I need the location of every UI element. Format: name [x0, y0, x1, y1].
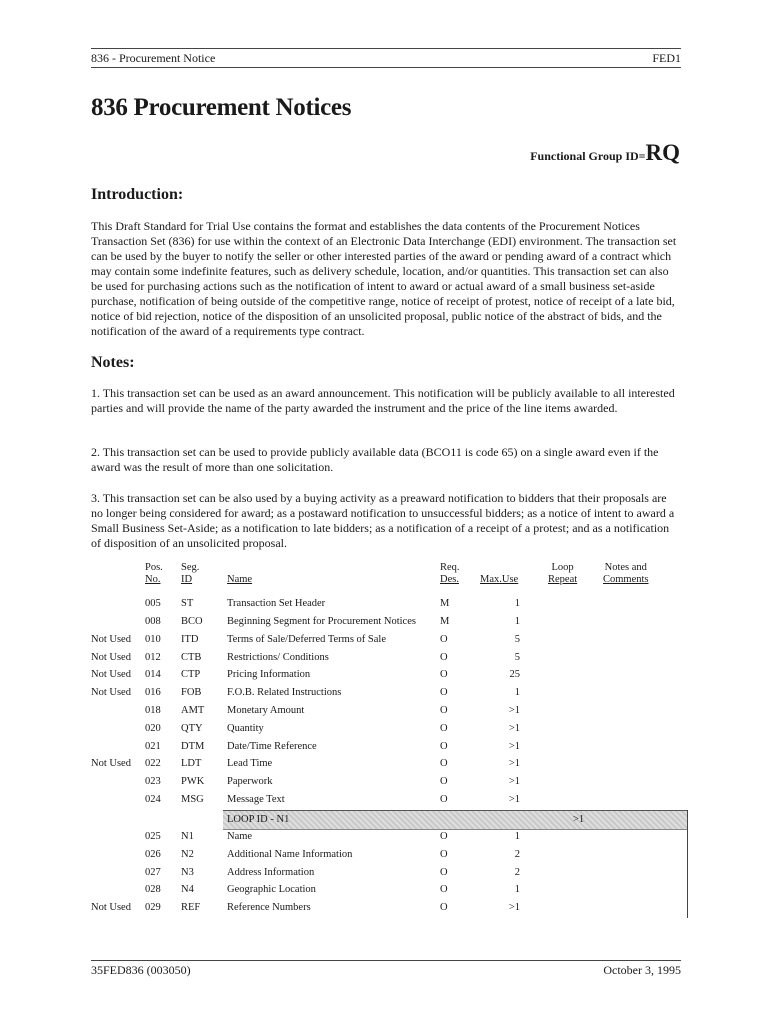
- row-name: Monetary Amount: [227, 705, 305, 716]
- header-max: [480, 574, 518, 586]
- row-status: Not Used: [91, 758, 131, 769]
- row-req: O: [440, 794, 448, 805]
- row-seg: CTB: [181, 652, 202, 663]
- row-name: Date/Time Reference: [227, 741, 317, 752]
- row-pos: 014: [145, 669, 161, 680]
- row-pos: 025: [145, 831, 161, 842]
- table-row: [0, 738, 770, 756]
- row-req: O: [440, 634, 448, 645]
- row-req: M: [440, 616, 450, 627]
- row-status: Not Used: [91, 687, 131, 698]
- row-max: 1: [514, 598, 520, 609]
- header-loop: [548, 562, 577, 586]
- row-seg: ITD: [181, 634, 199, 645]
- row-max: 1: [514, 687, 520, 698]
- row-name: Restrictions/ Conditions: [227, 652, 329, 663]
- header-pos-top: Pos.: [145, 562, 163, 573]
- footer-date: October 3, 1995: [603, 963, 681, 977]
- header-loop-bottom: Repeat: [548, 574, 578, 585]
- header-max-label: Max.Use: [480, 574, 519, 585]
- row-max: >1: [508, 705, 520, 716]
- row-seg: N3: [181, 867, 194, 878]
- header-pos: [145, 562, 163, 586]
- row-name: Name: [227, 831, 253, 842]
- row-name: Geographic Location: [227, 884, 316, 895]
- row-name: Transaction Set Header: [227, 598, 326, 609]
- table-row: [0, 666, 770, 684]
- table-row: [0, 720, 770, 738]
- row-max: >1: [508, 776, 520, 787]
- row-name: Address Information: [227, 867, 315, 878]
- introduction-heading: Introduction:: [91, 186, 184, 203]
- functional-group-value: RQ: [645, 140, 680, 165]
- row-max: >1: [508, 794, 520, 805]
- notes-heading: Notes:: [91, 354, 135, 371]
- loop-id: LOOP ID - N1: [227, 814, 290, 825]
- header-req: [440, 562, 460, 586]
- row-max: 2: [514, 849, 520, 860]
- row-status: Not Used: [91, 652, 131, 663]
- table-row: [0, 881, 770, 899]
- header-seg-bottom: ID: [181, 574, 193, 585]
- table-row: [0, 864, 770, 882]
- header-seg-top: Seg.: [181, 562, 200, 573]
- row-pos: 021: [145, 741, 161, 752]
- header-notes-bottom: Comments: [603, 574, 649, 585]
- row-name: Beginning Segment for Procurement Notices: [227, 616, 416, 627]
- row-name: Paperwork: [227, 776, 273, 787]
- row-req: O: [440, 867, 448, 878]
- row-status: Not Used: [91, 634, 131, 645]
- header-code: FED1: [652, 51, 681, 65]
- table-row: [0, 846, 770, 864]
- row-seg: LDT: [181, 758, 202, 769]
- row-status: Not Used: [91, 669, 131, 680]
- row-req: O: [440, 652, 448, 663]
- row-name: Terms of Sale/Deferred Terms of Sale: [227, 634, 386, 645]
- page-footer: [91, 960, 681, 977]
- row-seg: DTM: [181, 741, 205, 752]
- header-req-bottom: Des.: [440, 574, 459, 585]
- row-max: 2: [514, 867, 520, 878]
- row-seg: AMT: [181, 705, 205, 716]
- row-name: Pricing Information: [227, 669, 311, 680]
- row-req: O: [440, 705, 448, 716]
- header-req-top: Req.: [440, 562, 460, 573]
- introduction-text: This Draft Standard for Trial Use contains the format and establishes the data contents of the Procurement Notices Transaction Set (836) for use within the context of an Electronic Data Interchange (EDI) environment. The transaction set can be used by the buyer to notify the seller or other interested parties of the award or pending award of a contract which may contain some indefinite features, such as delivery schedule, location, and/or quantities. This transaction set can also be used for purchasing actions such as the notification of intent to award or actual award of a small business set-aside purchase, notification of being outside of the competitive range, notice of receipt of protest, notice of receipt of a late bid, notice of bid rejection, notice of the disposition of an unsolicited proposal, public notice of the abstract of bids, and the notification of the award of a requirements type contract.: [91, 219, 677, 338]
- row-pos: 010: [145, 634, 161, 645]
- row-pos: 024: [145, 794, 161, 805]
- row-pos: 026: [145, 849, 161, 860]
- header-seg: [181, 562, 199, 586]
- row-status: Not Used: [91, 902, 131, 913]
- row-req: O: [440, 849, 448, 860]
- row-max: 5: [514, 634, 520, 645]
- row-pos: 005: [145, 598, 161, 609]
- row-max: 25: [509, 669, 520, 680]
- header-name: [227, 574, 252, 586]
- table-row: [0, 899, 770, 917]
- table-row: [0, 791, 770, 809]
- functional-group-id: [530, 140, 680, 166]
- row-seg: PWK: [181, 776, 205, 787]
- table-row: [0, 773, 770, 791]
- row-seg: CTP: [181, 669, 201, 680]
- row-seg: REF: [181, 902, 201, 913]
- page-title: 836 Procurement Notices: [91, 94, 352, 121]
- header-loop-top: Loop: [551, 562, 574, 573]
- row-pos: 012: [145, 652, 161, 663]
- table-row: [0, 828, 770, 846]
- row-req: O: [440, 831, 448, 842]
- row-req: O: [440, 758, 448, 769]
- table-row: [0, 595, 770, 613]
- row-name: Message Text: [227, 794, 285, 805]
- row-seg: FOB: [181, 687, 202, 698]
- table-row: [0, 631, 770, 649]
- header-name-label: Name: [227, 574, 253, 585]
- row-seg: BCO: [181, 616, 203, 627]
- row-req: O: [440, 669, 448, 680]
- row-max: >1: [508, 723, 520, 734]
- row-req: O: [440, 687, 448, 698]
- row-pos: 027: [145, 867, 161, 878]
- row-req: O: [440, 902, 448, 913]
- row-req: M: [440, 598, 450, 609]
- row-req: O: [440, 776, 448, 787]
- row-max: >1: [508, 741, 520, 752]
- row-name: Reference Numbers: [227, 902, 311, 913]
- header-pos-bottom: No.: [145, 574, 161, 585]
- row-pos: 016: [145, 687, 161, 698]
- table-row: [0, 649, 770, 667]
- page-header: [91, 48, 681, 68]
- row-max: 5: [514, 652, 520, 663]
- row-seg: N4: [181, 884, 194, 895]
- header-notes-top: Notes and: [604, 562, 647, 573]
- row-name: Quantity: [227, 723, 264, 734]
- row-max: >1: [508, 902, 520, 913]
- table-row: [0, 684, 770, 702]
- footer-doc-id: 35FED836 (003050): [91, 963, 191, 977]
- row-seg: N2: [181, 849, 194, 860]
- table-row: [0, 702, 770, 720]
- row-pos: 018: [145, 705, 161, 716]
- row-req: O: [440, 741, 448, 752]
- header-title: 836 - Procurement Notice: [91, 51, 216, 65]
- row-pos: 022: [145, 758, 161, 769]
- row-seg: ST: [181, 598, 194, 609]
- row-pos: 020: [145, 723, 161, 734]
- row-pos: 008: [145, 616, 161, 627]
- table-row: [0, 755, 770, 773]
- row-pos: 023: [145, 776, 161, 787]
- row-seg: N1: [181, 831, 194, 842]
- row-req: O: [440, 884, 448, 895]
- note-item: 3. This transaction set can be also used by a buying activity as a preaward notification to bidders that their proposals are no longer being considered for award; as a postaward notification to unsuccessful bidders; as a notice of intent to award a Small Business Set-Aside; as a notification to late bidders; as a notification of a receipt of a protest; and as a notification of disposition of an unsolicited proposal.: [91, 491, 675, 550]
- row-max: 1: [514, 616, 520, 627]
- row-max: 1: [514, 884, 520, 895]
- row-req: O: [440, 723, 448, 734]
- row-pos: 028: [145, 884, 161, 895]
- row-name: Lead Time: [227, 758, 273, 769]
- row-name: F.O.B. Related Instructions: [227, 687, 342, 698]
- row-seg: QTY: [181, 723, 203, 734]
- row-seg: MSG: [181, 794, 204, 805]
- loop-n1-header: [223, 810, 688, 830]
- loop-repeat: >1: [573, 814, 585, 825]
- row-pos: 029: [145, 902, 161, 913]
- row-max: >1: [508, 758, 520, 769]
- row-name: Additional Name Information: [227, 849, 353, 860]
- functional-group-label: Functional Group ID=: [530, 149, 646, 163]
- table-row: [0, 613, 770, 631]
- header-notes: [603, 562, 649, 586]
- note-item: 2. This transaction set can be used to provide publicly available data (BCO11 is code 65) on a single award even if the award was the result of more than one solicitation.: [91, 445, 659, 474]
- row-max: 1: [514, 831, 520, 842]
- note-item: 1. This transaction set can be used as an award announcement. This notification will be publicly available to all interested parties and will provide the name of the party awarded the instrument and the price of the line items awarded.: [91, 386, 675, 415]
